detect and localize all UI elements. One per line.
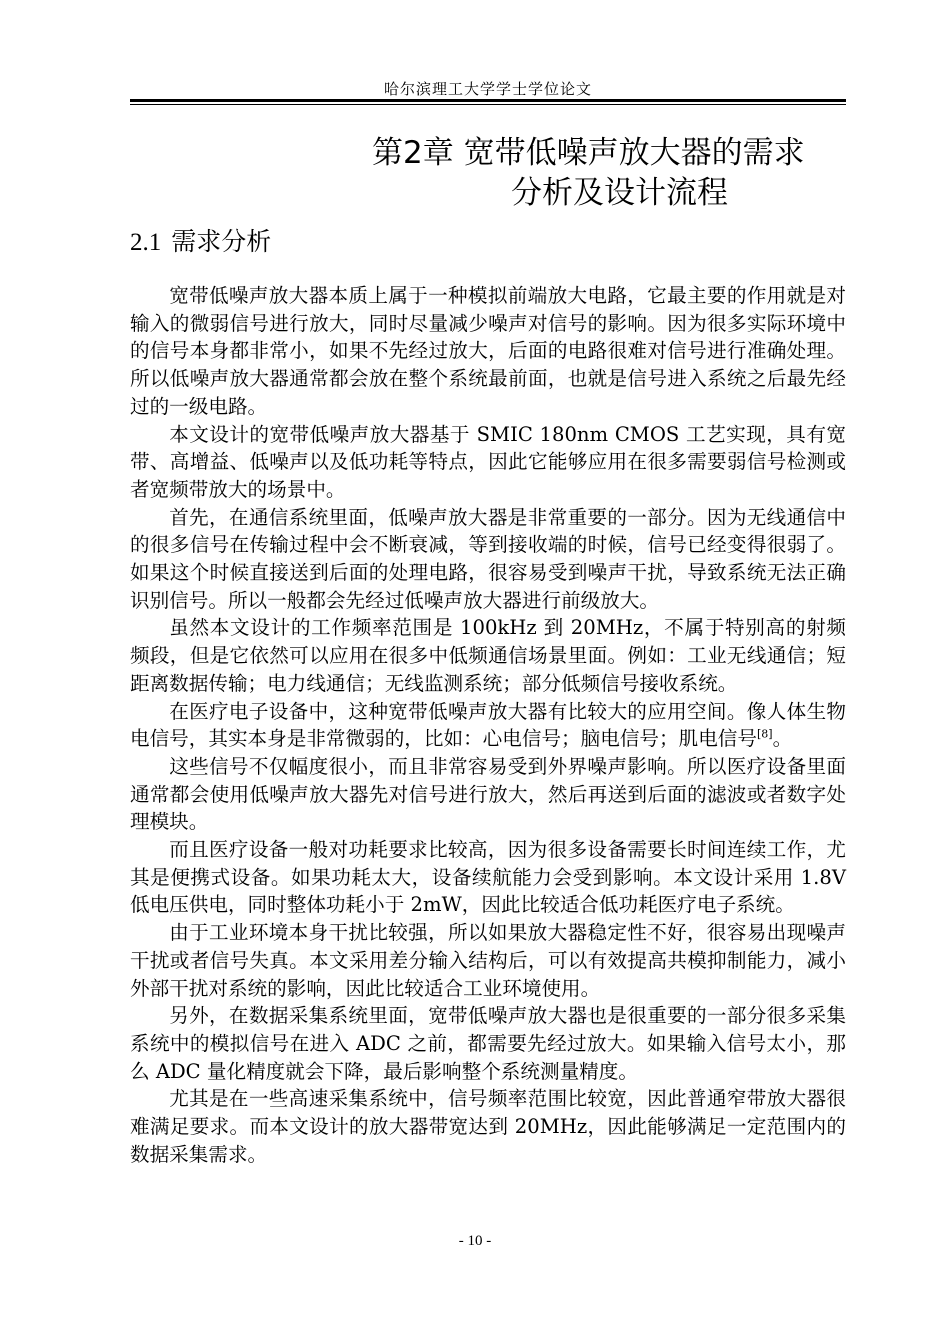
paragraph: 首先，在通信系统里面，低噪声放大器是非常重要的一部分。因为无线通信中的很多信号在传输过程中会不断衰减，等到接收端的时候，信号已经变得很弱了。如果这个时候直接送到后面的处理电路，很容易受到噪声干扰，导致系统无法正确识别信号。所以一般都会先经过低噪声放大器进行前级放大。 <box>130 505 846 612</box>
page-number: - 10 - <box>458 1233 492 1249</box>
section-heading <box>130 222 271 258</box>
citation-ref: [8] <box>757 727 773 741</box>
paragraph: 由于工业环境本身干扰比较强，所以如果放大器稳定性不好，很容易出现噪声干扰或者信号失真。本文采用差分输入结构后，可以有效提高共模抑制能力，减小外部干扰对系统的影响，因此比较适合工业环境使用。 <box>130 921 846 1000</box>
paragraph: 宽带低噪声放大器本质上属于一种模拟前端放大电路，它最主要的作用就是对输入的微弱信号进行放大，同时尽量减少噪声对信号的影响。因为很多实际环境中的信号本身都非常小，如果不先经过放大，后面的电路很难对信号进行准确处理。所以低噪声放大器通常都会放在整个系统最前面，也就是信号进入系统之后最先经过的一级电路。 <box>130 284 846 418</box>
chapter-title <box>340 133 860 213</box>
paragraph: 这些信号不仅幅度很小，而且非常容易受到外界噪声影响。所以医疗设备里面通常都会使用低噪声放大器先对信号进行放大，然后再送到后面的滤波或者数字处理模块。 <box>130 754 846 834</box>
citation-trailing-punct: 。 <box>772 727 793 751</box>
header-rule-thin <box>130 104 846 105</box>
paragraph: 本文设计的宽带低噪声放大器基于 SMIC 180nm CMOS 工艺实现，具有宽带、高增益、低噪声以及低功耗等特点，因此它能够应用在很多需要弱信号检测或者宽频带放大的场景中。 <box>130 422 846 501</box>
paragraph: 而且医疗设备一般对功耗要求比较高，因为很多设备需要长时间连续工作，尤其是便携式设备。如果功耗太大，设备续航能力会受到影响。本文设计采用 1.8V 低电压供电，同时整体功耗小于 2mW，因此比较适合低功耗医疗电子系统。 <box>130 838 846 917</box>
paragraph-text: 在医疗电子设备中，这种宽带低噪声放大器有比较大的应用空间。像人体生物电信号，其实本身是非常微弱的，比如：心电信号；脑电信号；肌电信号 <box>130 699 846 751</box>
section-number: 2.1 <box>130 229 162 256</box>
chapter-title-line2: 分析及设计流程 <box>511 175 728 211</box>
paragraph: 虽然本文设计的工作频率范围是 100kHz 到 20MHz，不属于特别高的射频频段，但是它依然可以应用在很多中低频通信场景里面。例如：工业无线通信；短距离数据传输；电力线通信；无线监测系统；部分低频信号接收系统。 <box>130 616 846 695</box>
running-header: 哈尔滨理工大学学士学位论文 <box>383 80 592 98</box>
paragraph: 尤其是在一些高速采集系统中，信号频率范围比较宽，因此普通窄带放大器很难满足要求。而本文设计的放大器带宽达到 20MHz，因此能够满足一定范围内的数据采集需求。 <box>130 1087 846 1166</box>
header-rule-thick <box>130 99 846 102</box>
paragraph: 另外，在数据采集系统里面，宽带低噪声放大器也是很重要的一部分很多采集系统中的模拟信号在进入 ADC 之前，都需要先经过放大。如果输入信号太小，那么 ADC 量化精度就会下降，最后影响整个系统测量精度。 <box>130 1004 846 1083</box>
section-title: 需求分析 <box>171 227 272 256</box>
chapter-title-line1: 第2章 宽带低噪声放大器的需求 <box>372 135 805 171</box>
body-text <box>130 282 846 1169</box>
paragraph-with-citation <box>130 698 846 753</box>
